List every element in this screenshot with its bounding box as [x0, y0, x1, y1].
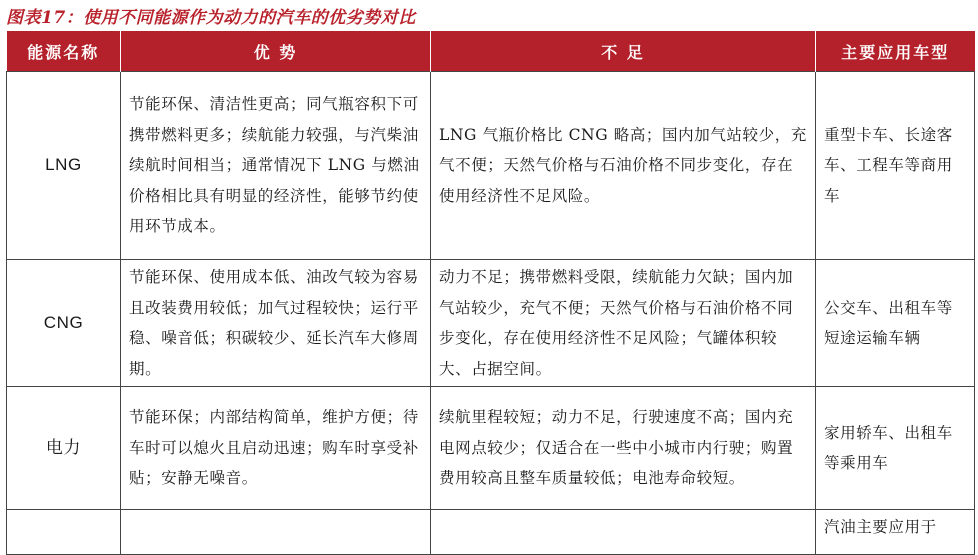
disadvantage-cell: 动力不足；携带燃料受限，续航能力欠缺；国内加气站较少，充气不便；天然气价格与石油价格不同步变化，存在使用经济性不足风险；气罐体积较大、占据空间。	[431, 260, 816, 387]
table-row	[7, 510, 975, 555]
vehicles-cell: 重型卡车、长途客车、工程车等商用车	[816, 72, 975, 260]
table-header-row	[7, 31, 975, 72]
energy-comparison-table	[6, 31, 975, 555]
advantage-cell: 节能环保、使用成本低、油改气较为容易且改装费用较低；加气过程较快；运行平稳、噪音低；积碳较少、延长汽车大修周期。	[121, 260, 431, 387]
figure-caption: 图表17：使用不同能源作为动力的汽车的优劣势对比	[6, 8, 416, 28]
vehicles-cell: 公交车、出租车等短途运输车辆	[816, 260, 975, 387]
table-row	[7, 72, 975, 260]
vehicles-cell: 汽油主要应用于	[816, 510, 975, 555]
table-row	[7, 387, 975, 510]
advantage-cell: 节能环保、清洁性更高；同气瓶容积下可携带燃料更多；续航能力较强，与汽柴油续航时间相当；通常情况下 LNG 与燃油价格相比具有明显的经济性，能够节约使用环节成本。	[121, 72, 431, 260]
advantage-cell	[121, 510, 431, 555]
disadvantage-cell	[431, 510, 816, 555]
energy-name-cell: LNG	[7, 72, 121, 260]
vehicles-cell: 家用轿车、出租车等乘用车	[816, 387, 975, 510]
advantage-cell: 节能环保；内部结构简单，维护方便；待车时可以熄火且启动迅速；购车时享受补贴；安静无噪音。	[121, 387, 431, 510]
header-main-vehicles: 主要应用车型	[816, 31, 975, 72]
disadvantage-cell: LNG 气瓶价格比 CNG 略高；国内加气站较少，充气不便；天然气价格与石油价格不同步变化，存在使用经济性不足风险。	[431, 72, 816, 260]
disadvantage-cell: 续航里程较短；动力不足，行驶速度不高；国内充电网点较少；仅适合在一些中小城市内行驶；购置费用较高且整车质量较低；电池寿命较短。	[431, 387, 816, 510]
energy-name-cell	[7, 510, 121, 555]
header-energy-name: 能源名称	[7, 31, 121, 72]
header-disadvantage: 不 足	[431, 31, 816, 72]
table-row	[7, 260, 975, 387]
energy-name-cell: 电力	[7, 387, 121, 510]
energy-name-cell: CNG	[7, 260, 121, 387]
header-advantage: 优 势	[121, 31, 431, 72]
